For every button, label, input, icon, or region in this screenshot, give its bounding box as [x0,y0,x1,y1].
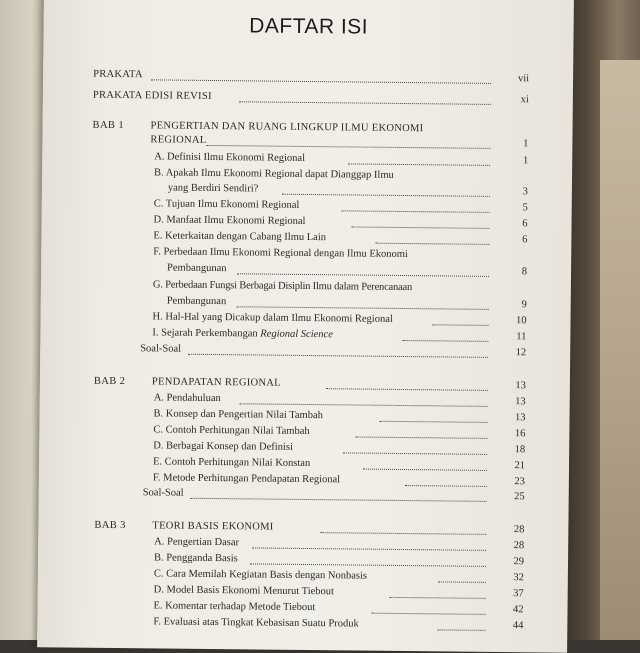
chapter-page: 13 [515,380,526,392]
toc-label: A. Pengertian Dasar [154,536,240,549]
toc-label [152,326,333,341]
toc-page: 23 [514,476,525,488]
book-page [37,0,574,653]
chapter-number: BAB 1 [92,119,125,132]
toc-item [42,196,572,214]
toc-page: 13 [515,396,526,408]
chapter-number: BAB 3 [94,519,126,532]
toc-label: C. Cara Memilah Kegiatan Basis dengan Nonbasis [153,568,368,582]
toc-label: F. Perbedaan Ilmu Ekonomi Regional dengan Ilmu Ekonomi [153,246,408,261]
leader-dots [352,225,490,228]
leader-dots [371,612,485,615]
chapter-title: PENGERTIAN DAN RUANG LINGKUP ILMU EKONOMI [150,120,424,135]
toc-label: A. Pendahuluan [153,392,221,405]
leader-dots [343,451,487,455]
toc-page: 18 [514,444,526,456]
toc-page: xi [520,94,529,106]
toc-label: G. Perbedaan Fungsi Berbagai Disiplin Ilmu dalam Perencanaan [152,279,413,294]
leader-dots [252,546,486,550]
toc-item [38,598,568,616]
toc-label: E. Komentar terhadap Metode Tiebout [153,600,316,614]
leader-dots [151,78,491,84]
leader-dots [188,353,488,358]
toc-label: B. Apakah Ilmu Ekonomi Regional dapat Dianggap Ilmu [154,167,394,181]
leader-dots [363,468,487,471]
leader-dots [375,242,489,245]
toc-entry-prakata-edisi-revisi [43,88,573,106]
chapter-heading [38,518,568,536]
toc-item [41,244,571,261]
toc-page: 3 [522,186,528,198]
toc-page: 29 [513,556,525,568]
toc-page: 13 [514,412,526,424]
leader-dots [342,209,490,213]
toc-page: vii [517,73,530,85]
leader-dots [326,387,488,391]
leader-dots [355,436,487,439]
chapter-page: 1 [523,138,529,150]
toc-item [40,325,570,343]
toc-label-text: I. Sejarah Perkembangan [152,327,258,340]
toc-label-line2: Pembangunan [166,295,227,308]
toc-page: 21 [514,460,526,472]
leader-dots [402,339,488,342]
toc-item [42,149,572,167]
toc-soal [39,485,569,503]
toc-label: D. Manfaat Ilmu Ekonomi Regional [153,214,306,227]
toc-item [42,212,572,230]
chapter-title: TEORI BASIS EKONOMI [152,520,274,533]
toc-page: 32 [513,572,524,584]
toc-label: E. Keterkaitan dengan Cabang Ilmu Lain [153,230,327,244]
toc-item-cont [42,180,572,198]
toc-label-line2: Pembangunan [167,262,227,275]
leader-dots [240,402,488,407]
toc-item [38,534,568,552]
toc-item [39,470,569,488]
toc-item [37,614,567,632]
toc-page: 28 [513,540,525,552]
chapter-number: BAB 2 [93,375,126,388]
toc-label: A. Definisi Ilmu Ekonomi Regional [154,151,306,164]
toc-label: Soal-Soal [142,487,184,499]
toc-page: 25 [514,491,525,503]
leader-dots [390,596,486,599]
leader-dots [239,100,491,105]
toc-label: B. Pengganda Basis [153,552,238,565]
leader-dots [191,497,487,502]
toc-item [38,582,568,600]
leader-dots [250,562,486,566]
chapter-title: PENDAPATAN REGIONAL [151,376,281,389]
leader-dots [206,144,490,149]
toc-label: F. Evaluasi atas Tingkat Kebasisan Suatu Produk [153,616,359,630]
leader-dots [282,193,490,197]
toc-item-cont [41,260,571,278]
leader-dots [405,484,487,487]
toc-item [41,277,571,294]
chapter-heading [40,374,570,392]
toc-label-line2: yang Berdiri Sendiri? [167,182,259,195]
background-box [600,60,640,640]
toc-page: 44 [512,620,524,632]
toc-page: 42 [512,604,524,616]
toc-label: Soal-Soal [140,343,182,355]
toc-item [40,390,570,408]
leader-dots [432,323,488,326]
toc-page: 8 [521,266,528,278]
chapter-title-line2: REGIONAL [150,134,207,146]
toc-label: H. Hal-Hal yang Dicakup dalam Ilmu Ekonomi Regional [152,311,393,325]
toc-label-italic: Regional Science [260,328,333,341]
leader-dots [379,420,487,423]
toc-label: C. Contoh Perhitungan Nilai Tambah [153,424,310,438]
chapter-heading [43,118,573,135]
toc-item [41,228,571,246]
toc-label: D. Berbagai Konsep dan Definisi [153,440,293,453]
leader-dots [437,628,485,631]
toc-label: PRAKATA EDISI REVISI [92,89,212,102]
toc-page: 10 [515,315,527,327]
leader-dots [237,305,489,310]
leader-dots [320,531,486,535]
toc-page: 37 [513,588,524,600]
leader-dots [348,162,490,165]
leader-dots [438,580,486,583]
toc-soal [40,341,570,359]
toc-page: 6 [522,234,528,246]
toc-page: 6 [522,218,528,230]
leader-dots [237,272,489,277]
toc-page: 11 [516,331,527,343]
chapter-page: 28 [513,524,525,536]
toc-page: 5 [522,202,528,214]
toc-label: B. Konsep dan Pengertian Nilai Tambah [153,408,323,422]
toc-item [42,165,572,181]
page-title: DAFTAR ISI [249,14,369,39]
toc-label: PRAKATA [93,68,143,81]
toc-page: 9 [521,299,527,311]
toc-label: C. Tujuan Ilmu Ekonomi Regional [153,198,300,211]
toc-item [39,454,569,472]
toc-label: F. Metode Perhitungan Pendapatan Regional [152,472,341,486]
toc-item [38,550,568,568]
toc-item [41,309,571,327]
toc-item [39,438,569,456]
toc-entry-prakata [43,67,573,85]
toc-item [40,406,570,424]
toc-item [38,566,568,584]
toc-item [39,422,569,440]
toc-label: E. Contoh Perhitungan Nilai Konstan [152,456,311,470]
toc-label: D. Model Basis Ekonomi Menurut Tiebout [153,584,335,598]
toc-item-cont [41,293,571,311]
toc-page: 16 [514,428,526,440]
toc-page: 1 [522,155,529,167]
toc-page: 12 [515,347,527,359]
